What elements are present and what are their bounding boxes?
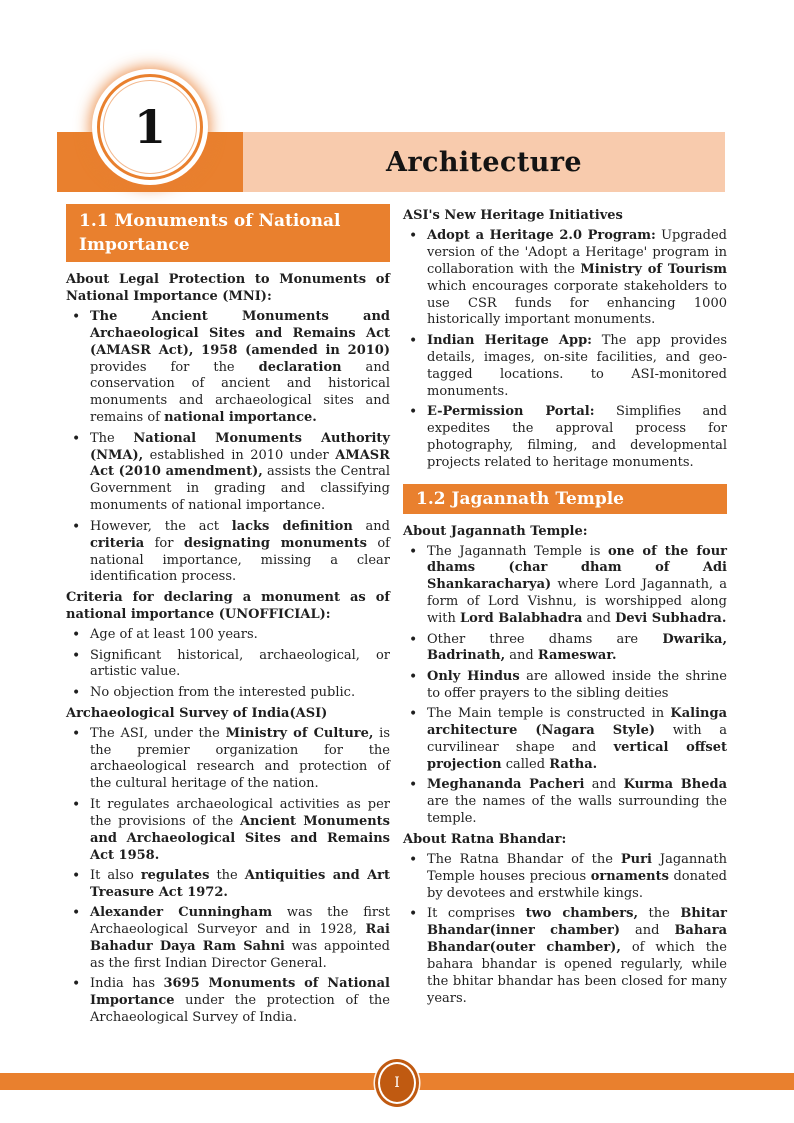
bullet-item [66,868,390,902]
bullet-text: The ASI, under the Ministry of Culture, is the premier organization for the archaeological research and protection of the cultural heritage of the nation. [90,725,391,792]
bullet-text: The Ancient Monuments and Archaeological Sites and Remains Act (AMASR Act), 1958 (amended in 2010) provides for the declaration and conservation of ancient and historical monuments and archaeological sites and remains of national importance. [90,308,391,426]
left-column [66,204,390,1031]
bullet-icon: • [72,905,81,922]
bullet-icon: • [409,906,418,923]
bullet-text: It comprises two chambers, the Bhitar Bhandar(inner chamber) and Bahara Bhandar(outer chamber), of which the bahara bhandar is opened regularly, while the bhitar bhandar has been closed for many years. [427,906,727,1006]
bullet-icon: • [72,647,81,664]
bullet-icon: • [409,631,418,648]
chapter-number: 1 [133,100,166,154]
body-heading: Criteria for declaring a monument as of national importance (UNOFFICIAL): [66,590,390,623]
bullet-icon: • [409,403,418,420]
bullet-icon: • [409,851,418,868]
bullet-icon: • [72,518,81,535]
bullet-text: It regulates archaeological activities as per the provisions of the Ancient Monuments and Archaeological Sites and Remains Act 1958. [90,796,391,863]
bullet-icon: • [409,777,418,794]
bullet-icon: • [72,796,81,813]
bullet-text: Age of at least 100 years. [90,627,258,643]
bullet-icon: • [72,725,81,742]
bullet-text: The Jagannath Temple is one of the four dhams (char dham of Adi Shankaracharya) where Lord Jagannath, a form of Lord Vishnu, is worshipped along with Lord Balabhadra and Devi Subhadra. [427,543,727,627]
bullet-icon: • [72,867,81,884]
bullet-text: India has 3695 Monuments of National Importance under the protection of the Archaeological Survey of India. [90,976,390,1026]
bullet-icon: • [409,668,418,685]
bullet-icon: • [409,543,418,560]
bullet-item [403,706,727,774]
section-header: 1.2 Jagannath Temple [403,484,727,514]
bullet-text: The Ratna Bhandar of the Puri Jagannath Temple houses precious ornaments donated by devotees and erstwhile kings. [427,851,727,901]
bullet-text: Indian Heritage App: The app provides details, images, on-site facilities, and geo-tagged locations. to ASI-monitored monuments. [427,332,727,399]
bullet-text: However, the act lacks definition and criteria for designating monuments of national importance, missing a clear identification process. [90,518,390,585]
body-heading: About Ratna Bhandar: [403,832,567,847]
bullet-icon: • [409,706,418,723]
body-heading: About Jagannath Temple: [403,523,588,539]
bullet-item [66,797,390,865]
bullet-text: Alexander Cunningham was the first Archaeological Surveyor and in 1928, Rai Bahadur Daya Ram Sahni was appointed as the first Indian Director General. [90,905,390,971]
bullet-text: Significant historical, archaeological, or artistic value. [90,647,390,680]
bullet-item [66,431,390,516]
bullet-item [403,544,727,629]
bullet-item [66,519,390,587]
bullet-item [66,627,390,644]
body-heading: ASI's New Heritage Initiatives [403,208,623,223]
bullet-text: The National Monuments Authority (NMA), established in 2010 under AMASR Act (2010 amendment), assists the Central Government in grading and classifying monuments of national importance. [90,430,390,514]
bullet-item [403,669,727,703]
bullet-item [66,905,390,973]
bullet-icon: • [72,976,81,993]
page-number-badge [378,1062,416,1104]
body-heading: About Legal Protection to Monuments of National Importance (MNI): [66,272,390,304]
bullet-text: Only Hindus are allowed inside the shrine to offer prayers to the sibling deities [427,668,727,701]
right-column [403,204,727,1011]
bullet-item [403,333,727,401]
page-number: I [394,1075,400,1091]
section-header: 1.1 Monuments of National Importance [66,204,390,262]
bullet-item [403,632,727,666]
bullet-text: It also regulates the Antiquities and Art Treasure Act 1972. [90,867,391,900]
bullet-item [66,976,390,1027]
bullet-icon: • [72,684,81,701]
bullet-icon: • [72,627,81,644]
bullet-item [403,404,727,472]
bullet-text: E-Permission Portal: Simplifies and expedites the approval process for photography, filming, and developmental projects related to heritage monuments. [427,403,728,470]
bullet-item [403,906,727,1007]
bullet-icon: • [409,332,418,349]
bullet-item [66,648,390,682]
page-title: Architecture [386,146,582,178]
bullet-item [403,852,727,903]
bullet-item [403,228,727,329]
bullet-item [403,777,727,828]
bullet-icon: • [72,308,81,325]
chapter-number-badge [97,74,203,180]
bullet-icon: • [409,227,418,244]
bullet-item [66,685,390,702]
bullet-item [66,309,390,427]
body-heading: Archaeological Survey of India(ASI) [66,705,328,721]
chapter-title-banner [243,132,725,192]
bullet-text: Meghananda Pacheri and Kurma Bheda are the names of the walls surrounding the temple. [427,777,727,827]
bullet-text: Adopt a Heritage 2.0 Program: Upgraded version of the 'Adopt a Heritage' program in collaboration with the Ministry of Tourism which encourages corporate stakeholders to use CSR funds for enhancing 1000 historically important monuments. [427,227,727,328]
bullet-text: No objection from the interested public. [90,684,356,700]
bullet-text: The Main temple is constructed in Kalinga architecture (Nagara Style) with a curvilinear shape and vertical offset projection called Ratha. [427,706,728,772]
bullet-text: Other three dhams are Dwarika, Badrinath, and Rameswar. [427,631,727,664]
bullet-item [66,726,390,794]
bullet-icon: • [72,430,81,447]
